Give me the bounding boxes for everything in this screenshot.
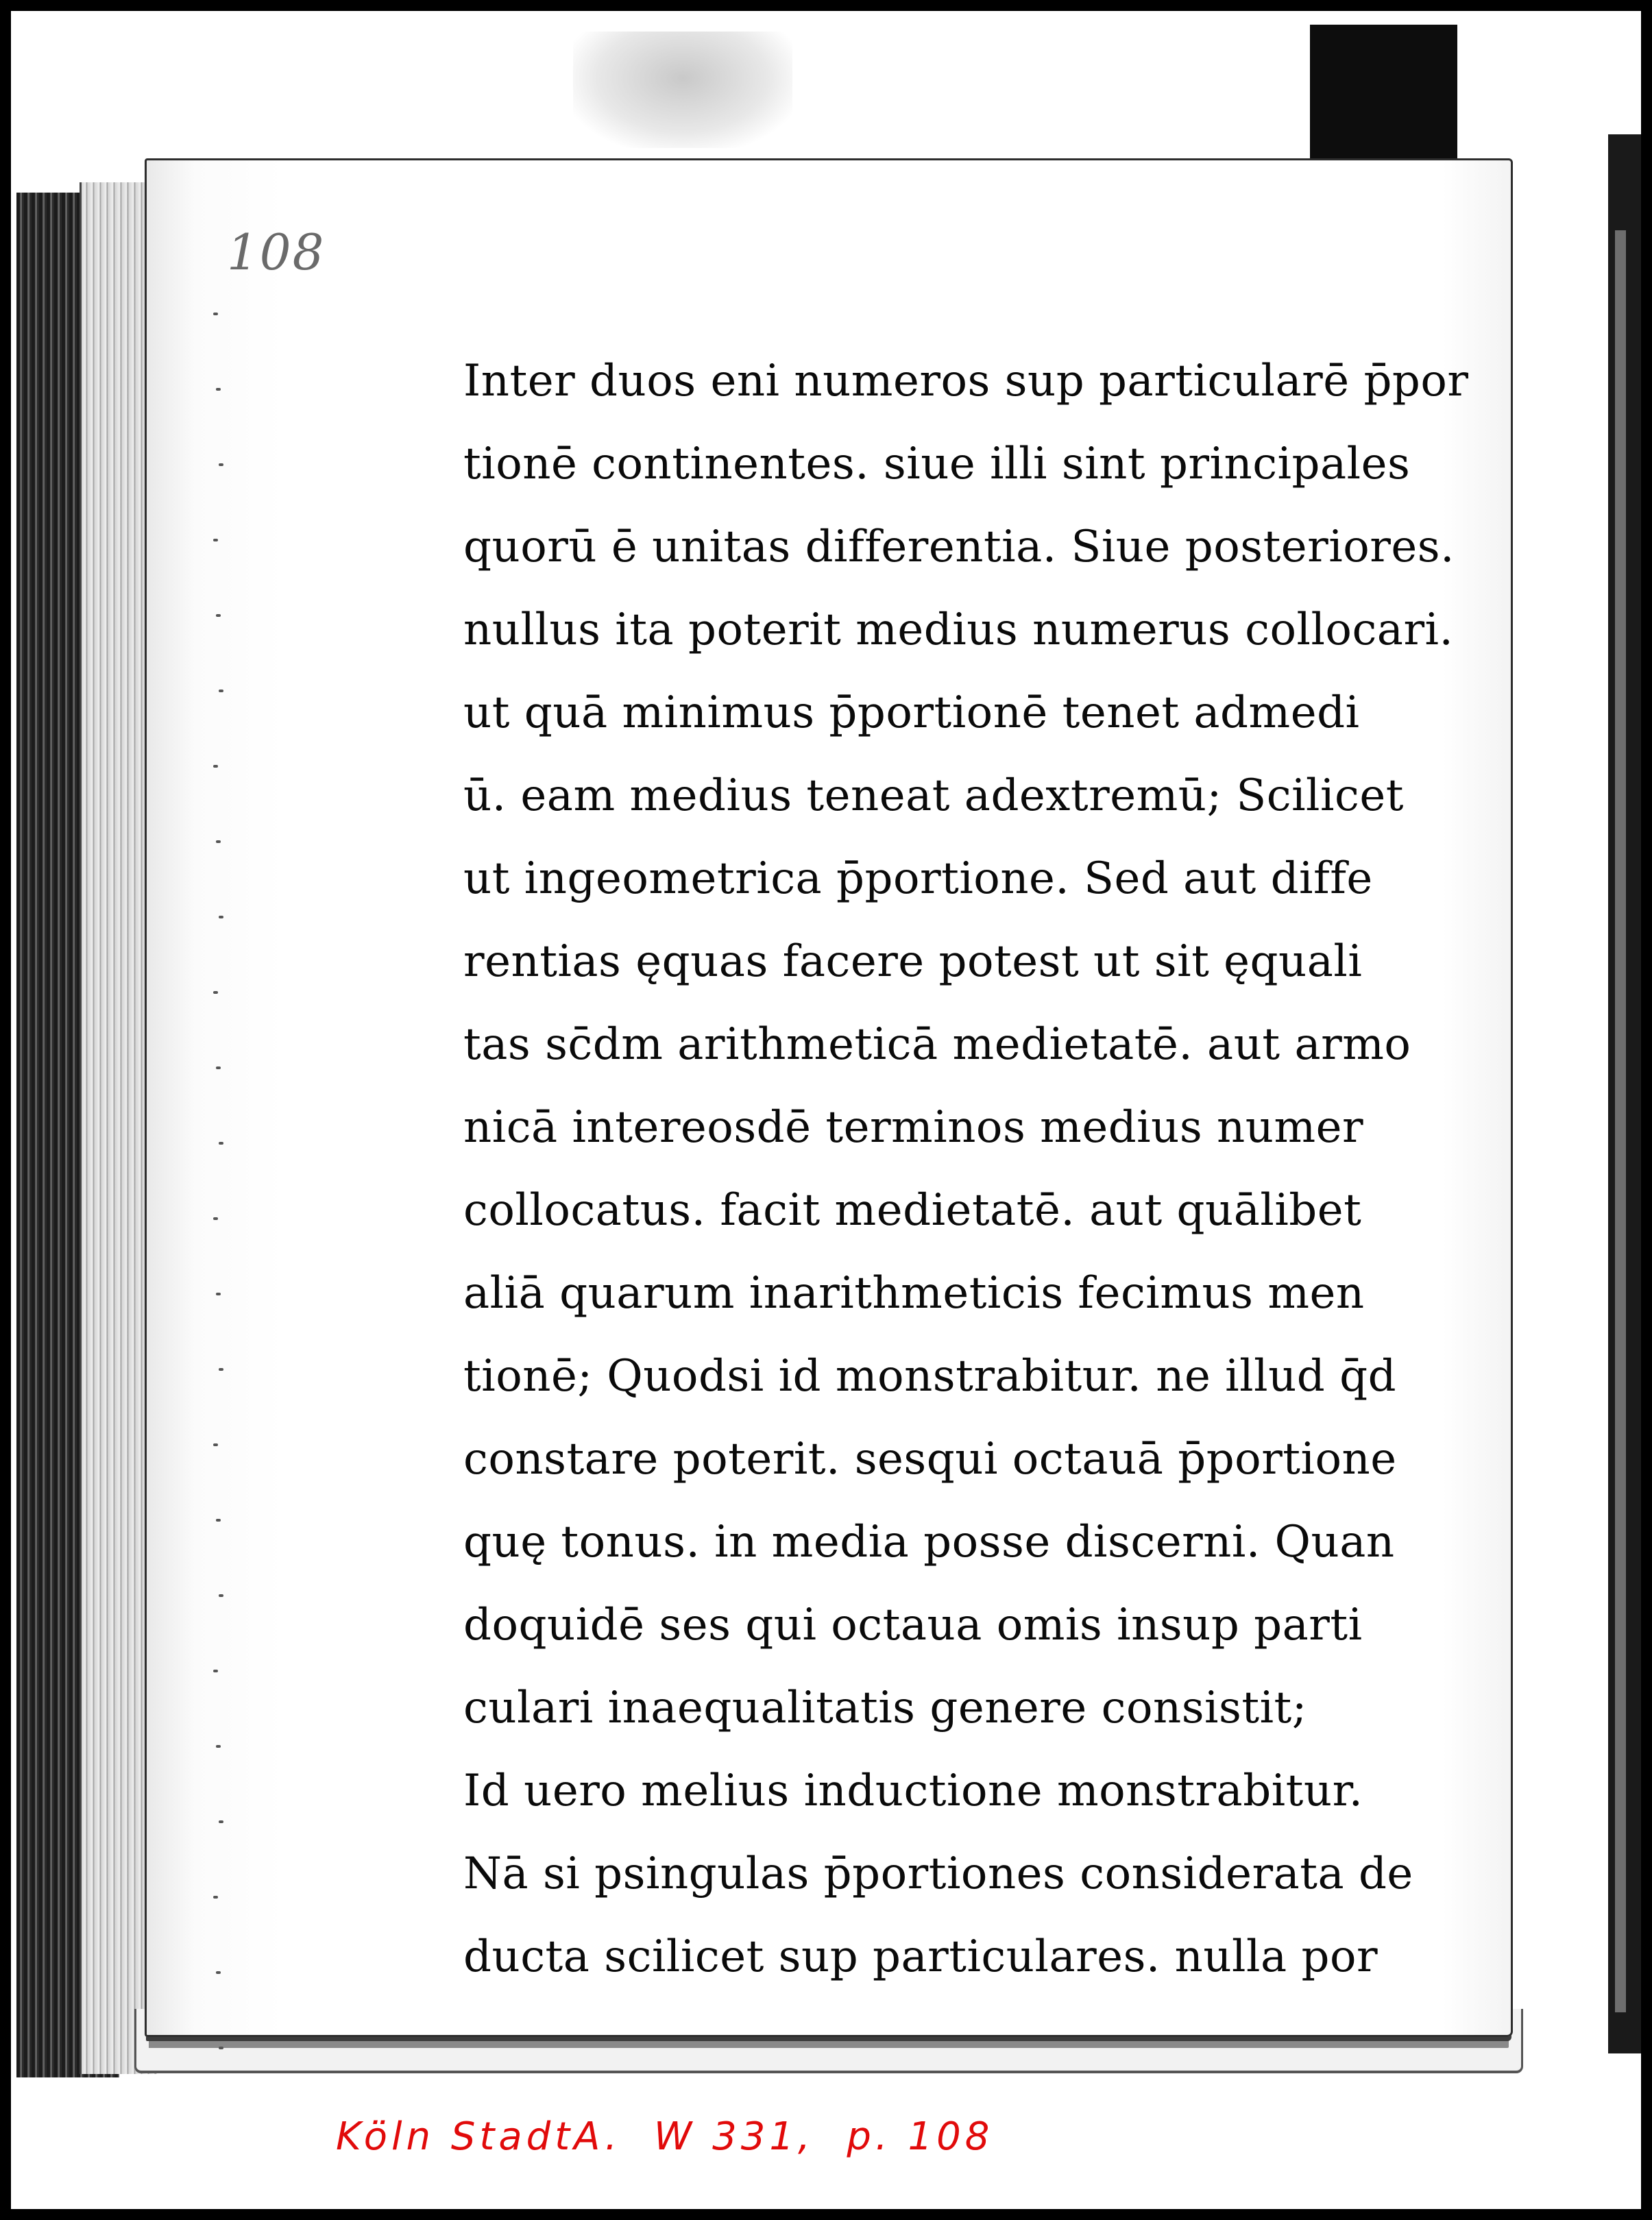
text-line: Inter duos eni numeros sup particularē p̄por bbox=[463, 356, 1469, 406]
folio-number: 108 bbox=[227, 223, 326, 281]
text-line: aliā quarum inarithmeticis fecimus men bbox=[463, 1268, 1365, 1319]
text-line: Nā si psingulas p̄portiones considerata de bbox=[463, 1849, 1413, 1899]
pricking-dot bbox=[216, 1293, 221, 1295]
text-line: doquidē ses qui octaua omis insup parti bbox=[463, 1600, 1363, 1650]
text-line: tionē continentes. siue illi sint principales bbox=[463, 439, 1411, 489]
manuscript-text bbox=[463, 340, 1533, 1999]
pricking-dot bbox=[216, 388, 221, 391]
text-line: quę tonus. in media posse discerni. Quan bbox=[463, 1517, 1395, 1568]
pricking-dot bbox=[219, 1368, 223, 1371]
pricking-dot bbox=[219, 690, 223, 692]
text-line: nullus ita poterit medius numerus collocari. bbox=[463, 605, 1454, 655]
pricking-dot bbox=[213, 1443, 218, 1446]
text-line: ū. eam medius teneat adextremū; Scilicet bbox=[463, 770, 1404, 821]
pricking-dot bbox=[219, 463, 223, 466]
text-line: rentias ęquas facere potest ut sit ęquali bbox=[463, 936, 1363, 987]
pricking-dot bbox=[219, 2047, 223, 2049]
pricking-dot bbox=[213, 991, 218, 994]
pricking-dot bbox=[213, 765, 218, 768]
pricking-dot bbox=[216, 1745, 221, 1748]
pricking-dot bbox=[219, 916, 223, 918]
text-line: ducta scilicet sup particulares. nulla por bbox=[463, 1931, 1378, 1982]
text-line: tas sc̄dm arithmeticā medietatē. aut armo bbox=[463, 1019, 1411, 1070]
pricking-dot bbox=[216, 614, 221, 617]
pricking-dot bbox=[219, 1820, 223, 1823]
text-line: constare poterit. sesqui octauā p̄portione bbox=[463, 1434, 1397, 1485]
text-line: tionē; Quodsi id monstrabitur. ne illud q̄d bbox=[463, 1351, 1397, 1402]
text-line: culari inaequalitatis genere consistit; bbox=[463, 1683, 1307, 1733]
pricking-dot bbox=[216, 1066, 221, 1069]
pricking-dot bbox=[213, 1670, 218, 1672]
pricking-dot bbox=[216, 840, 221, 843]
archive-caption: Köln StadtA. W 331, p. 108 bbox=[336, 2114, 994, 2159]
pricking-dot bbox=[213, 1217, 218, 1220]
pricking-dot bbox=[216, 1519, 221, 1522]
pricking-dot bbox=[219, 1594, 223, 1597]
text-line: quorū ē unitas differentia. Siue posteriores. bbox=[463, 522, 1455, 572]
pricking-dot bbox=[213, 313, 218, 315]
scanner-shadow bbox=[573, 32, 792, 148]
pricking-dot bbox=[216, 1971, 221, 1974]
text-line: nicā intereosdē terminos medius numer bbox=[463, 1102, 1364, 1153]
text-line: collocatus. facit medietatē. aut quālibet bbox=[463, 1185, 1362, 1236]
text-line: ut ingeometrica p̄portione. Sed aut diffe bbox=[463, 853, 1373, 904]
text-line: ut quā minimus p̄portionē tenet admedi bbox=[463, 687, 1360, 738]
pricking-dot bbox=[219, 1142, 223, 1145]
pricking-dot bbox=[213, 539, 218, 541]
pricking-dot bbox=[213, 1896, 218, 1899]
scanner-clamp-far-right bbox=[1608, 134, 1641, 2053]
text-line: Id uero melius inductione monstrabitur. bbox=[463, 1766, 1363, 1816]
